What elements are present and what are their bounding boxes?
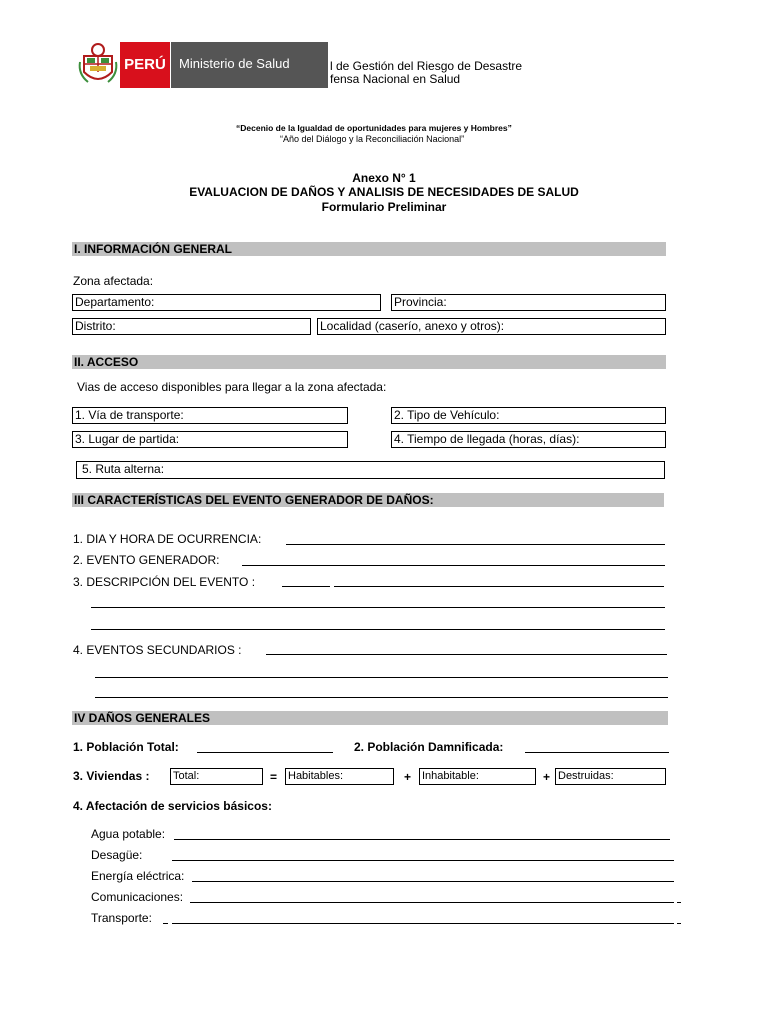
ruta-alterna-field[interactable]: 5. Ruta alterna: (76, 461, 665, 479)
descripcion-line-short[interactable] (282, 586, 330, 587)
agua-line[interactable] (174, 839, 670, 840)
zona-label: Zona afectada: (73, 274, 154, 288)
tipo-vehiculo-field[interactable]: 2. Tipo de Vehículo: (391, 407, 666, 424)
afectacion-label: 4. Afectación de servicios básicos: (73, 799, 272, 813)
ministry-logo (76, 42, 328, 88)
plus-sign-2: + (543, 770, 551, 784)
poblacion-total-line[interactable] (197, 752, 333, 753)
descripcion-line-3[interactable] (91, 629, 665, 630)
coat-of-arms-icon (76, 42, 120, 88)
section-4-heading: IV DAÑOS GENERALES (72, 711, 668, 725)
item-eventos-secundarios-label: 4. EVENTOS SECUNDARIOS : (73, 643, 242, 657)
viviendas-habitables-field[interactable]: Habitables: (285, 768, 394, 785)
poblacion-damnificada-line[interactable] (525, 752, 669, 753)
poblacion-total-label: 1. Población Total: (73, 740, 179, 754)
comunicaciones-tick (677, 902, 681, 903)
energia-line[interactable] (192, 881, 674, 882)
desague-label: Desagüe: (91, 848, 143, 862)
item-descripcion-label: 3. DESCRIPCIÓN DEL EVENTO : (73, 575, 256, 589)
slogan-1: “Decenio de la Igualdad de oportunidades para mujeres y Hombres” (236, 123, 512, 133)
equals-sign: = (270, 770, 278, 784)
eventos-secundarios-line-2[interactable] (95, 677, 668, 678)
desague-line[interactable] (172, 860, 674, 861)
dia-hora-line[interactable] (286, 544, 665, 545)
via-transporte-field[interactable]: 1. Vía de transporte: (72, 407, 348, 424)
office-line-1: l de Gestión del Riesgo de Desastre (330, 59, 523, 73)
evento-generador-line[interactable] (242, 565, 665, 566)
section-3-heading: III CARACTERÍSTICAS DEL EVENTO GENERADOR DE DAÑOS: (72, 493, 664, 507)
poblacion-damnificada-label: 2. Población Damnificada: (354, 740, 504, 754)
plus-sign-1: + (404, 770, 412, 784)
item-dia-hora-label: 1. DIA Y HORA DE OCURRENCIA: (73, 532, 262, 546)
acceso-intro: Vias de acceso disponibles para llegar a la zona afectada: (77, 380, 387, 394)
provincia-field[interactable]: Provincia: (391, 294, 666, 311)
eventos-secundarios-line-1[interactable] (266, 654, 667, 655)
viviendas-destruidas-field[interactable]: Destruidas: (555, 768, 666, 785)
document-subtitle: Formulario Preliminar (321, 200, 447, 214)
viviendas-inhabitable-field[interactable]: Inhabitable: (419, 768, 536, 785)
section-1-heading: I. INFORMACIÓN GENERAL (72, 242, 666, 256)
ministry-badge (171, 42, 328, 88)
section-2-heading: II. ACCESO (72, 355, 666, 369)
annex-title: Anexo N° 1 (352, 171, 416, 185)
localidad-field[interactable]: Localidad (caserío, anexo y otros): (317, 318, 666, 335)
viviendas-label: 3. Viviendas : (73, 769, 150, 783)
document-title: EVALUACION DE DAÑOS Y ANALISIS DE NECESIDADES DE SALUD (189, 185, 579, 199)
distrito-field[interactable]: Distrito: (72, 318, 311, 335)
item-evento-generador-label: 2. EVENTO GENERADOR: (73, 553, 220, 567)
office-line-2: fensa Nacional en Salud (330, 72, 461, 86)
energia-label: Energía eléctrica: (91, 869, 185, 883)
departamento-field[interactable]: Departamento: (72, 294, 381, 311)
transporte-tick-left (163, 923, 168, 924)
comunicaciones-line[interactable] (190, 902, 674, 903)
peru-label: PERÚ (124, 56, 166, 73)
ministry-label: Ministerio de Salud (179, 56, 290, 71)
peru-badge (120, 42, 170, 88)
slogan-2: “Año del Diálogo y la Reconciliación Nacional” (280, 134, 465, 144)
viviendas-total-field[interactable]: Total: (170, 768, 263, 785)
lugar-partida-field[interactable]: 3. Lugar de partida: (72, 431, 348, 448)
transporte-tick-right (677, 923, 681, 924)
transporte-label: Transporte: (91, 911, 152, 925)
descripcion-line-1[interactable] (334, 586, 664, 587)
descripcion-line-2[interactable] (91, 607, 665, 608)
agua-label: Agua potable: (91, 827, 166, 841)
eventos-secundarios-line-3[interactable] (95, 697, 668, 698)
transporte-line[interactable] (172, 923, 674, 924)
comunicaciones-label: Comunicaciones: (91, 890, 184, 904)
tiempo-llegada-field[interactable]: 4. Tiempo de llegada (horas, días): (391, 431, 666, 448)
